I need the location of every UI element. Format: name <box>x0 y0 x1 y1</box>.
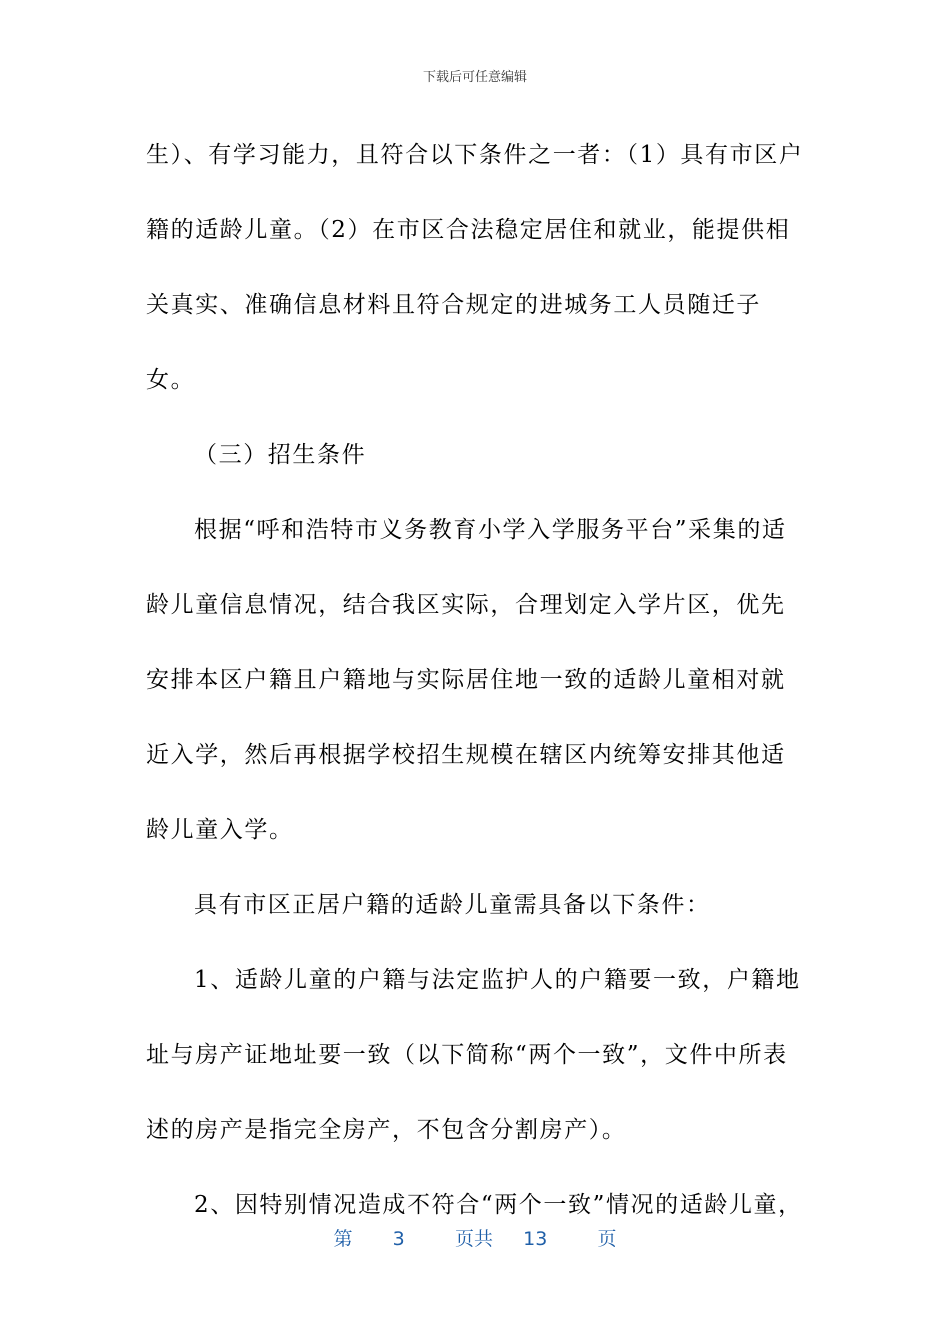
section-heading: （三）招生条件 <box>194 442 367 468</box>
footer-current-page: 3 <box>392 1228 405 1250</box>
document-body <box>146 118 806 1243</box>
footer-middle: 页共 <box>454 1228 493 1250</box>
footer-total-pages: 13 <box>523 1228 548 1250</box>
footer-prefix: 第 <box>333 1228 353 1250</box>
page-footer <box>0 1224 950 1251</box>
paragraph-4: 1、适龄儿童的户籍与法定监护人的户籍要一致，户籍地址与房产证地址要一致（以下简称“两个一致”，文件中所表述的房产是指完全房产，不包含分割房产）。 <box>146 967 801 1143</box>
paragraph-2: 根据“呼和浩特市义务教育小学入学服务平台”采集的适龄儿童信息情况，结合我区实际，合理划定入学片区，优先安排本区户籍且户籍地与实际居住地一致的适龄儿童相对就近入学，然后再根据学校招生规模在辖区内统筹安排其他适龄儿童入学。 <box>146 517 787 843</box>
footer-suffix: 页 <box>597 1228 617 1250</box>
paragraph-1: 生）、有学习能力，且符合以下条件之一者：（1）具有市区户籍的适龄儿童。（2）在市区合法稳定居住和就业，能提供相关真实、准确信息材料且符合规定的进城务工人员随迁子女。 <box>146 142 804 393</box>
page-header: 下载后可任意编辑 <box>422 70 527 85</box>
paragraph-5: 2、因特别情况造成不符合“两个一致”情况的适龄儿童， <box>194 1192 803 1218</box>
paragraph-3: 具有市区正居户籍的适龄儿童需具备以下条件： <box>194 892 711 918</box>
